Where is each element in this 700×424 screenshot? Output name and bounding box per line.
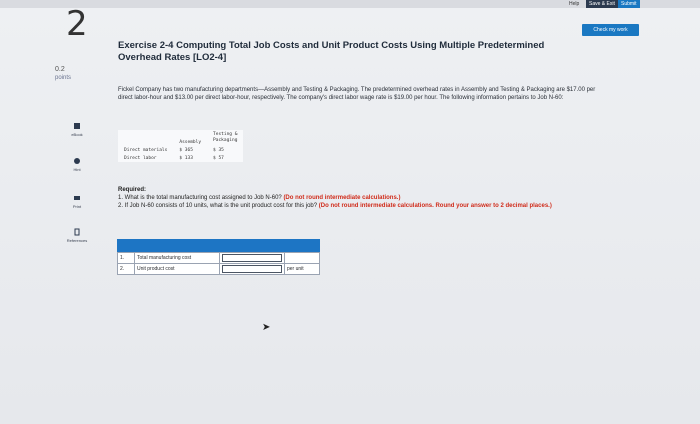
answer-num: 1. bbox=[118, 253, 135, 264]
mouse-cursor-icon: ➤ bbox=[262, 322, 271, 333]
answer-unit: per unit bbox=[285, 264, 320, 275]
cell-value: $ 365 bbox=[179, 147, 193, 153]
sidebar-label: eBook bbox=[71, 132, 83, 137]
submit-button[interactable]: Submit bbox=[618, 0, 640, 8]
cell-value: $ 35 bbox=[213, 147, 224, 153]
check-my-work-button[interactable]: Check my work bbox=[582, 24, 639, 36]
points-value: 0.2 bbox=[55, 66, 65, 73]
answer-label: Unit product cost bbox=[135, 264, 220, 275]
col-header-testing-line2: Packaging bbox=[213, 138, 238, 143]
cell-value: $ 57 bbox=[213, 155, 224, 161]
answer-row bbox=[118, 264, 320, 275]
unit-cost-input[interactable] bbox=[222, 265, 282, 273]
row-label: Direct labor bbox=[124, 155, 157, 161]
q1-note: (Do not round intermediate calculations.) bbox=[283, 195, 401, 201]
references-icon bbox=[73, 228, 81, 236]
book-icon bbox=[73, 122, 81, 130]
required-q2 bbox=[118, 202, 608, 210]
required-q1 bbox=[118, 194, 608, 202]
sidebar-label: References bbox=[66, 238, 88, 243]
help-link[interactable]: Help bbox=[569, 1, 580, 7]
hint-icon bbox=[73, 157, 81, 165]
sidebar-ebook[interactable] bbox=[64, 122, 90, 137]
problem-text: Fickel Company has two manufacturing departments—Assembly and Testing & Packaging. The predetermined overhead rates in Assembly and Testing & Packaging are $17.00 per direct labor-hour and $13.00 per direct labor-hour, respectively. The company's direct labor wage rate is $19.00 per hour. The following information pertains to Job N-60: bbox=[118, 87, 596, 101]
sidebar-hint[interactable] bbox=[64, 157, 90, 172]
answer-label: Total manufacturing cost bbox=[135, 253, 220, 264]
row-label: Direct materials bbox=[124, 147, 168, 153]
required-heading: Required: bbox=[118, 187, 147, 193]
answer-input-cell[interactable] bbox=[220, 264, 285, 275]
answer-table-header bbox=[117, 239, 320, 252]
cost-data-table bbox=[118, 130, 243, 162]
sidebar-references[interactable] bbox=[64, 228, 90, 243]
cell-value: $ 133 bbox=[179, 155, 193, 161]
print-icon bbox=[73, 194, 81, 202]
sidebar-label: Hint bbox=[73, 167, 81, 172]
question-number: 2 bbox=[66, 4, 88, 44]
required-section bbox=[118, 186, 608, 210]
points-label: points bbox=[55, 75, 72, 81]
q1-text: 1. What is the total manufacturing cost assigned to Job N-60? bbox=[118, 195, 282, 201]
sidebar-label: Print bbox=[72, 204, 82, 209]
answer-input-cell[interactable] bbox=[220, 253, 285, 264]
table-row bbox=[118, 146, 243, 154]
col-header-assembly: Assembly bbox=[179, 139, 202, 145]
points-info bbox=[55, 66, 71, 82]
table-row bbox=[118, 154, 243, 162]
answer-unit bbox=[285, 253, 320, 264]
sidebar-print[interactable] bbox=[64, 194, 90, 209]
total-cost-input[interactable] bbox=[222, 254, 282, 262]
q2-note: (Do not round intermediate calculations. Round your answer to 2 decimal places.) bbox=[318, 203, 552, 209]
answer-num: 2. bbox=[118, 264, 135, 275]
col-header-testing-line1: Testing & bbox=[213, 132, 238, 137]
col-header-testing bbox=[207, 130, 243, 146]
exercise-title: Exercise 2-4 Computing Total Job Costs and Unit Product Costs Using Multiple Predetermined Overhead Rates [LO2-4] bbox=[118, 40, 545, 63]
save-exit-button[interactable]: Save & Exit bbox=[586, 0, 618, 8]
answer-table bbox=[117, 239, 320, 275]
q2-text: 2. If Job N-60 consists of 10 units, what is the unit product cost for this job? bbox=[118, 203, 318, 209]
answer-row bbox=[118, 253, 320, 264]
